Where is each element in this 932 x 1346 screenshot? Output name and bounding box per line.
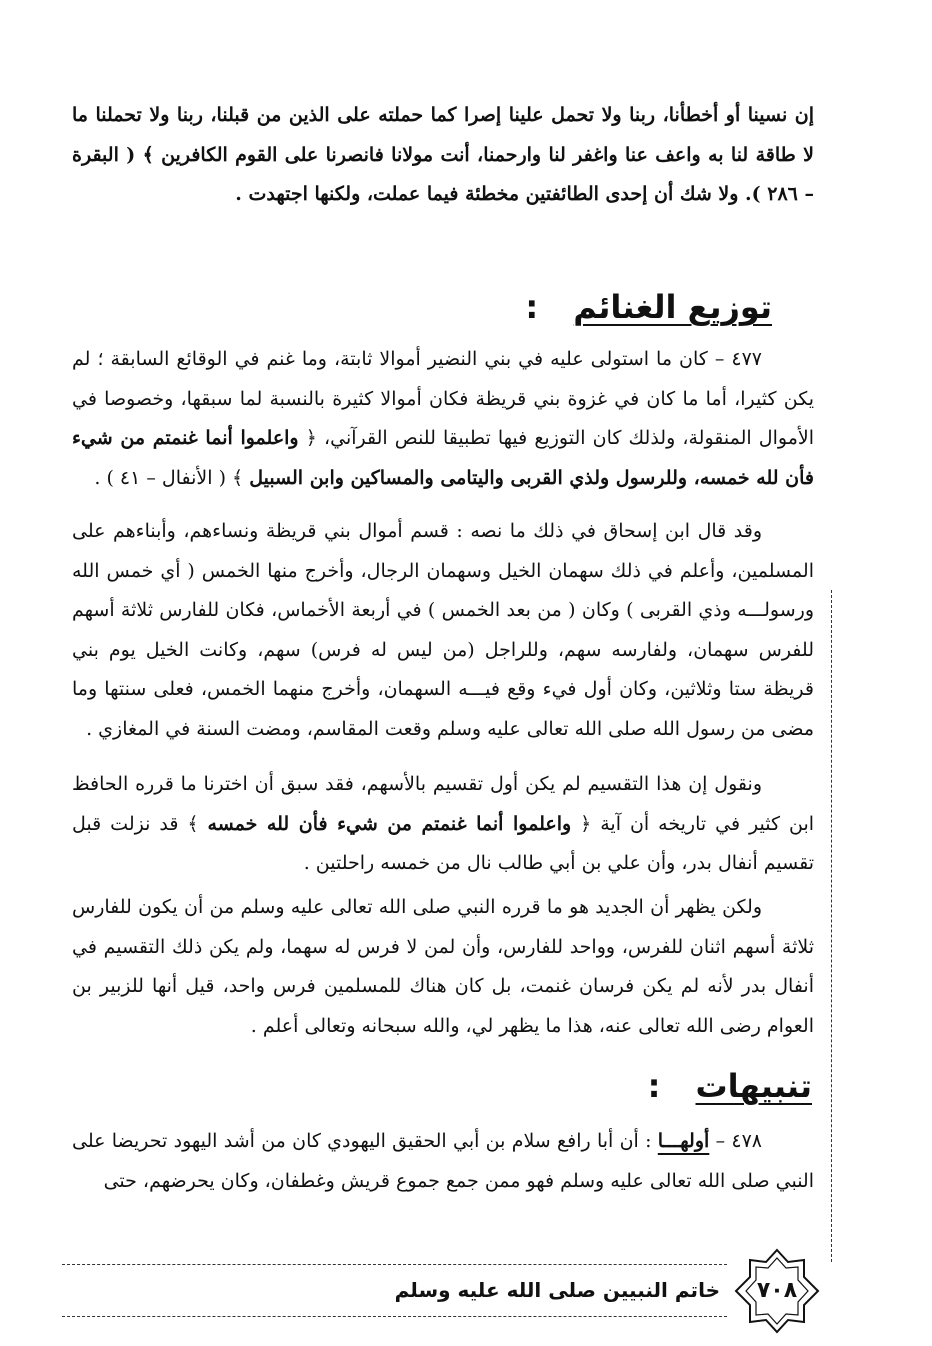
heading-text: توزيع الغنائم: [573, 288, 772, 326]
page-number-badge: [732, 1246, 822, 1336]
paragraph-lead-word: أولهـــا: [657, 1130, 710, 1152]
section-heading-ghanaim: [525, 287, 772, 327]
footer-rule-top: [62, 1264, 727, 1265]
paragraph-new-division: [72, 888, 814, 1046]
margin-rule: [831, 590, 832, 1262]
verse-reference: ﴾ ( الأنفال – ٤١ ) .: [94, 466, 244, 489]
paragraph-text: ونقول إن هذا التقسيم لم يكن أول تقسيم بالأسهم، فقد سبق أن اخترنا ما قرره الحافظ ابن كثير في تاريخه أن آية ﴿: [72, 773, 815, 835]
paragraph-text: كان ما استولى عليه في بني النضير أموالا ثابتة، وما غنم في الوقائع السابقة ؛ لم يكن كثيرا، أما ما كان في غزوة بني قريظة فكان أموالا كثيرة بالنسبة لما سبقها، وخصوصا في الأموال المنقولة، ولذلك كان التوزيع فيها تطبيقا للنص القرآني، ﴿: [72, 348, 814, 449]
paragraph-block: [72, 765, 814, 884]
heading-colon: :: [525, 288, 539, 326]
heading-colon: :: [647, 1067, 661, 1105]
section-heading-tanbihat: [648, 1066, 812, 1106]
paragraph-block: [72, 1122, 814, 1201]
quran-verse: واعلموا أنما غنمتم من شيء فأن لله خمسه: [207, 812, 572, 835]
paragraph-comment: [72, 765, 814, 884]
paragraph-text-end: ﴾ قد نزلت قبل تقسيم أنفال بدر، وأن علي بن أبي طالب نال من خمسه راحلتين .: [72, 812, 814, 874]
running-footer-title: خاتم النبيين صلى الله عليه وسلم: [394, 1278, 720, 1302]
paragraph-text: إن نسينا أو أخطأنا، ربنا ولا تحمل علينا إصرا كما حملته على الذين من قبلنا، ربنا ولا تحملنا ما لا طاقة لنا به واعف عنا واغفر لنا وارحمنا، أنت مولانا فانصرنا على القوم الكافرين ﴾ ( البقرة – ٢٨٦ ). ولا شك أن إحدى الطائفتين مخطئة فيما عملت، ولكنها اجتهدت .: [72, 104, 815, 205]
paragraph-477: [72, 340, 814, 498]
page-number: ٧٠٨: [756, 1278, 798, 1303]
paragraph-text: ولكن يظهر أن الجديد هو ما قرره النبي صلى الله تعالى عليه وسلم من أن يكون للفارس ثلاثة أسهم اثنان للفرس، وواحد للفارس، وأن لمن لا فرس له سهما، ولم يكن ذلك التقسيم في أنفال بدر لأنه لم يكن فرسان غنمت، بل كان هناك للمسلمين فرس واحد، قيل أنها للزبير بن العوام رضى الله تعالى عنه، هذا ما يظهر لي، والله سبحانه وتعالى أعلم .: [72, 896, 814, 1037]
paragraph-number: ٤٧٨ –: [715, 1130, 763, 1152]
paragraph-text: وقد قال ابن إسحاق في ذلك ما نصه : قسم أموال بني قريظة ونساءهم، وأبناءهم على المسلمين، وأعلم في ذلك سهمان الخيل وسهمان الرجال، وأخرج منها الخمس ( أي خمس الله ورسولـــه وذي القربى ) وكان ( من بعد الخمس ) في أربعة الأخماس، فكان للفارس ثلاثة أسهم للفرس سهمان، ولفارسه سهم، وللراجل (من ليس له فرس) سهم، وكانت الخيل يوم بني قريظة ستا وثلاثين، وكان أول فيء وقع فيـــه السهمان، وأخرج منهما الخمس، فعلى سنتها وما مضى من رسول الله صلى الله تعالى عليه وسلم وقعت المقاسم، ومضت السنة في المغازي .: [72, 520, 814, 740]
paragraph-478: [72, 1122, 814, 1201]
paragraph-quran-continuation: [72, 96, 814, 215]
heading-text: تنبيهات: [695, 1067, 812, 1105]
paragraph-text: : أن أبا رافع سلام بن أبي الحقيق اليهودي كان من أشد اليهود تحريضا على النبي صلى الله تعالى عليه وسلم فهو ممن جمع جموع قريش وغطفان، وكان يحرضهم، حتى: [72, 1130, 814, 1192]
quran-verse: واعلموا أنما غنمتم من شيء فأن لله خمسه، وللرسول ولذي القربى واليتامى والمساكين وابن السبيل: [72, 427, 814, 489]
paragraph-number: ٤٧٧ –: [714, 348, 762, 370]
footer-rule-bottom: [62, 1316, 727, 1317]
paragraph-block: [72, 340, 814, 498]
paragraph-ibn-ishaq: [72, 512, 814, 749]
